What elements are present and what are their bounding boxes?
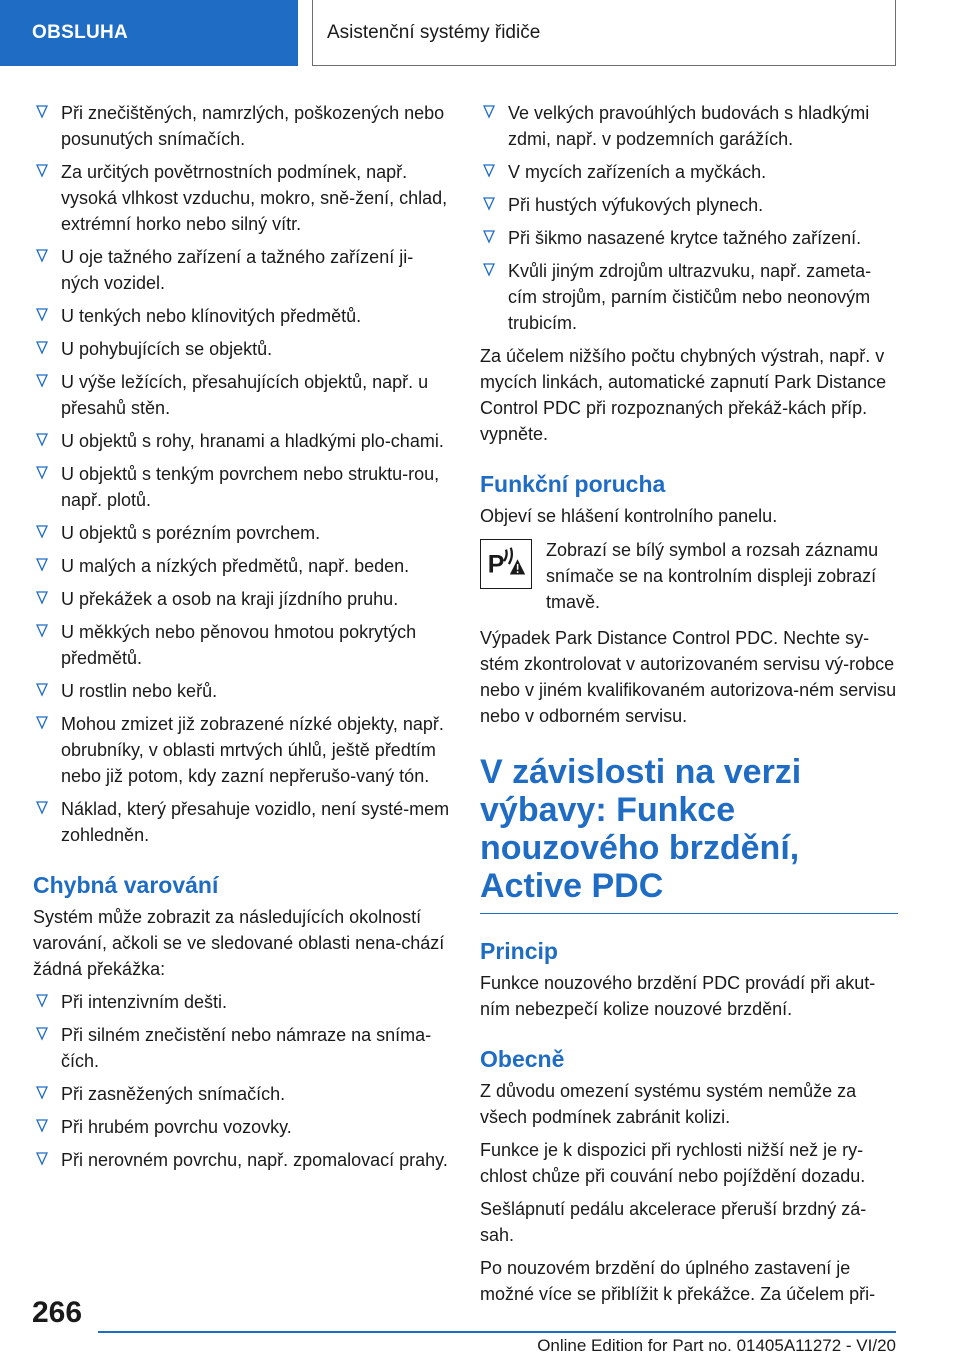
list-item	[33, 1147, 451, 1173]
malfunction-heading: Funkční porucha	[480, 471, 666, 497]
park-distance-warning-icon	[480, 539, 532, 589]
bullet-triangle-icon	[483, 197, 495, 211]
list-item	[33, 303, 451, 329]
principle-text: Funkce nouzového brzdění PDC provádí při akut‐ním nebezpečí kolize nouzové brzdění.	[480, 973, 876, 1019]
list-item	[480, 100, 898, 152]
left-column	[33, 100, 451, 1180]
list-item-text: Při nerovném povrchu, např. zpomalovací prahy.	[61, 1150, 448, 1170]
malfunction-text: Objeví se hlášení kontrolního panelu.	[480, 506, 778, 526]
false-warnings-list	[33, 989, 451, 1173]
list-item-text: U objektů s tenkým povrchem nebo struktu‐rou, např. plotů.	[61, 464, 440, 510]
section-tab	[0, 0, 298, 66]
list-item-text: Při znečištěných, namrzlých, poškozených nebo posunutých snímačích.	[61, 103, 445, 149]
list-item-text: U objektů s porézním povrchem.	[61, 523, 321, 543]
list-item	[33, 1114, 451, 1140]
list-item	[480, 225, 898, 251]
list-item	[33, 428, 451, 454]
list-item-text: U malých a nízkých předmětů, např. beden.	[61, 556, 410, 576]
list-item-text: U tenkých nebo klínovitých předmětů.	[61, 306, 362, 326]
bullet-triangle-icon	[36, 341, 48, 355]
list-item-text: Při intenzivním dešti.	[61, 992, 228, 1012]
list-item	[33, 678, 451, 704]
list-item	[33, 1081, 451, 1107]
bullet-triangle-icon	[36, 105, 48, 119]
page-number: 266	[32, 1296, 83, 1329]
list-item-text: Při zasněžených snímačích.	[61, 1084, 286, 1104]
list-item-text: U pohybujících se objektů.	[61, 339, 273, 359]
bullet-triangle-icon	[483, 263, 495, 277]
bullet-triangle-icon	[36, 249, 48, 263]
bullet-triangle-icon	[36, 1086, 48, 1100]
bullet-triangle-icon	[36, 1152, 48, 1166]
list-item-text: Při hrubém povrchu vozovky.	[61, 1117, 292, 1137]
chapter-title: Asistenční systémy řidiče	[327, 21, 541, 43]
right-column	[480, 100, 898, 1314]
bullet-triangle-icon	[36, 683, 48, 697]
section-label: OBSLUHA	[32, 22, 129, 43]
bullet-triangle-icon	[36, 433, 48, 447]
bullet-triangle-icon	[36, 801, 48, 815]
false-warnings-heading: Chybná varování	[33, 872, 219, 898]
principle-heading: Princip	[480, 938, 558, 964]
warning-message-text: Zobrazí se bílý symbol a rozsah záznamu snímače se na kontrolním displeji zobrazí tmavě.	[546, 540, 879, 612]
general-paragraph: Funkce je k dispozici při rychlosti nižší než je ry‐chlost chůze při couvání nebo pojíždění dozadu.	[480, 1140, 866, 1186]
list-item-text: V mycích zařízeních a myčkách.	[508, 162, 767, 182]
warning-message	[480, 537, 898, 615]
limitations-list	[33, 100, 451, 848]
bullet-triangle-icon	[36, 466, 48, 480]
list-item	[33, 553, 451, 579]
malfunction-instructions: Výpadek Park Distance Control PDC. Nechte sy‐stém zkontrolovat v autorizovaném servisu vý‐robce nebo v jiném kvalifikovaném autorizova‐ném servisu nebo v odborném servisu.	[480, 628, 897, 726]
list-item	[480, 258, 898, 336]
list-item-text: Při hustých výfukových plynech.	[508, 195, 764, 215]
list-item-text: U rostlin nebo keřů.	[61, 681, 218, 701]
general-paragraph: Po nouzovém brzdění do úplného zastavení je možné více se přiblížit k překážce. Za účelem při‐	[480, 1258, 876, 1304]
pdc-switch-off-text: Za účelem nižšího počtu chybných výstrah, např. v mycích linkách, automatické zapnutí Park Distance Control PDC při rozpoznaných překáž‐kách příp. vypněte.	[480, 346, 887, 444]
list-item-text: Ve velkých pravoúhlých budovách s hladkými zdmi, např. v podzemních garážích.	[508, 103, 870, 149]
list-item	[33, 711, 451, 789]
list-item-text: Za určitých povětrnostních podmínek, např. vysoká vlhkost vzduchu, mokro, sně‐žení, chlad, extrémní horko nebo silný vítr.	[61, 162, 448, 234]
list-item	[480, 192, 898, 218]
false-warnings-list-continued	[480, 100, 898, 336]
bullet-triangle-icon	[36, 1027, 48, 1041]
list-item	[33, 336, 451, 362]
list-item-text: Kvůli jiným zdrojům ultrazvuku, např. zameta‐cím strojům, parním čističům nebo neonovým trubicím.	[508, 261, 872, 333]
list-item	[33, 586, 451, 612]
bullet-triangle-icon	[36, 164, 48, 178]
list-item	[33, 369, 451, 421]
list-item-text: Při šikmo nasazené krytce tažného zařízení.	[508, 228, 862, 248]
list-item	[33, 796, 451, 848]
bullet-triangle-icon	[36, 624, 48, 638]
list-item-text: Při silném znečistění nebo námraze na sníma‐čích.	[61, 1025, 432, 1071]
bullet-triangle-icon	[36, 994, 48, 1008]
list-item	[480, 159, 898, 185]
bullet-triangle-icon	[36, 1119, 48, 1133]
list-item	[33, 1022, 451, 1074]
list-item-text: U objektů s rohy, hranami a hladkými plo‐chami.	[61, 431, 444, 451]
list-item	[33, 244, 451, 296]
bullet-triangle-icon	[483, 230, 495, 244]
list-item-text: U oje tažného zařízení a tažného zařízení ji‐ných vozidel.	[61, 247, 414, 293]
list-item-text: U výše ležících, přesahujících objektů, např. u přesahů stěn.	[61, 372, 429, 418]
general-paragraph: Z důvodu omezení systému systém nemůže za všech podmínek zabránit kolizi.	[480, 1081, 857, 1127]
bullet-triangle-icon	[483, 105, 495, 119]
false-warnings-text: Systém může zobrazit za následujících okolností varování, ačkoli se ve sledované oblasti nena‐chází žádná překážka:	[33, 907, 445, 979]
list-item-text: Mohou zmizet již zobrazené nízké objekty, např. obrubníky, v oblasti mrtvých úhlů, ještě předtím nebo již potom, kdy zazní nepřerušo‐vaný tón.	[61, 714, 444, 786]
bullet-triangle-icon	[36, 374, 48, 388]
list-item-text: U překážek a osob na kraji jízdního pruhu.	[61, 589, 399, 609]
svg-text:P: P	[487, 550, 505, 579]
list-item-text: Náklad, který přesahuje vozidlo, není systé‐mem zohledněn.	[61, 799, 450, 845]
general-paragraph: Sešlápnutí pedálu akcelerace přeruší brzdný zá‐sah.	[480, 1199, 867, 1245]
bullet-triangle-icon	[36, 558, 48, 572]
section-title: V závislosti na verzi výbavy: Funkce nouzového brzdění, Active PDC	[480, 753, 898, 914]
list-item	[33, 461, 451, 513]
edition-note: Online Edition for Part no. 01405A11272 - VI/20	[537, 1336, 896, 1355]
bullet-triangle-icon	[483, 164, 495, 178]
bullet-triangle-icon	[36, 716, 48, 730]
bullet-triangle-icon	[36, 525, 48, 539]
list-item	[33, 520, 451, 546]
list-item	[33, 619, 451, 671]
list-item-text: U měkkých nebo pěnovou hmotou pokrytých předmětů.	[61, 622, 417, 668]
list-item	[33, 989, 451, 1015]
list-item	[33, 100, 451, 152]
footer-divider	[98, 1331, 896, 1333]
chapter-header	[312, 0, 896, 66]
bullet-triangle-icon	[36, 308, 48, 322]
bullet-triangle-icon	[36, 591, 48, 605]
general-heading: Obecně	[480, 1046, 565, 1072]
list-item	[33, 159, 451, 237]
